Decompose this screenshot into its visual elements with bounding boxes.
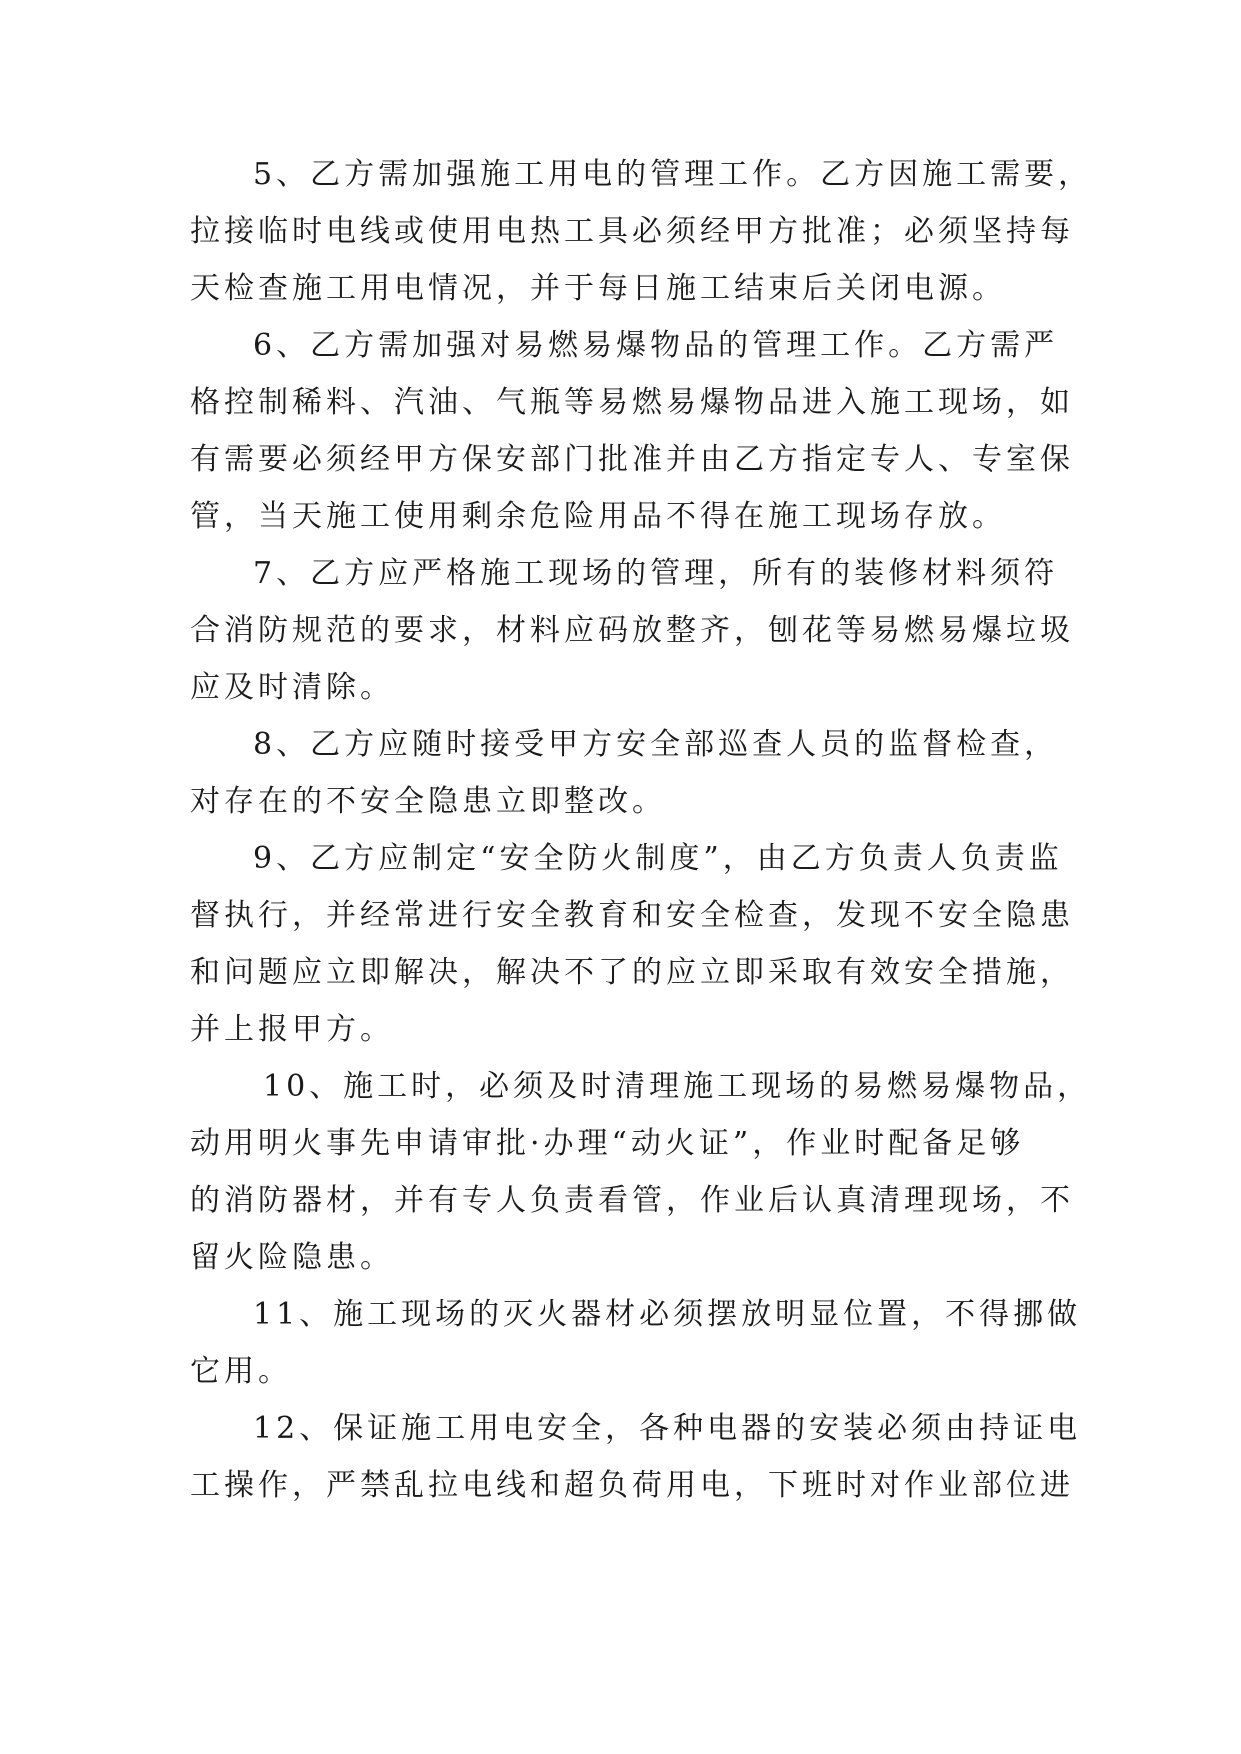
paragraph-7-line-1: 7、乙方应严格施工现场的管理，所有的装修材料须符 xyxy=(253,556,1059,591)
paragraph-12-line-1: 12、保证施工用电安全，各种电器的安装必须由持证电 xyxy=(253,1411,1082,1446)
paragraph-6-line-4: 管，当天施工使用剩余危险用品不得在施工现场存放。 xyxy=(190,499,1006,534)
paragraph-10-line-4: 留火险隐患。 xyxy=(190,1240,394,1275)
paragraph-6-line-2: 格控制稀料、汽油、气瓶等易燃易爆物品进入施工现场，如 xyxy=(190,385,1074,420)
paragraph-5-line-2: 拉接临时电线或使用电热工具必须经甲方批准；必须坚持每 xyxy=(190,214,1074,249)
paragraph-6-line-3: 有需要必须经甲方保安部门批准并由乙方指定专人、专室保 xyxy=(190,442,1074,477)
paragraph-5-line-1: 5、乙方需加强施工用电的管理工作。乙方因施工需要， xyxy=(253,157,1093,192)
paragraph-7-line-2: 合消防规范的要求，材料应码放整齐，刨花等易燃易爆垃圾 xyxy=(190,613,1074,648)
paragraph-8-line-2: 对存在的不安全隐患立即整改。 xyxy=(190,784,666,819)
paragraph-8-line-1: 8、乙方应随时接受甲方安全部巡查人员的监督检查， xyxy=(253,727,1059,762)
paragraph-9-line-3: 和问题应立即解决，解决不了的应立即采取有效安全措施， xyxy=(190,955,1074,990)
paragraph-9-line-2: 督执行，并经常进行安全教育和安全检查，发现不安全隐患 xyxy=(190,898,1074,933)
paragraph-5-line-3: 天检查施工用电情况，并于每日施工结束后关闭电源。 xyxy=(190,271,1006,306)
paragraph-7-line-3: 应及时清除。 xyxy=(190,670,394,705)
paragraph-10-line-1: 10、施工时，必须及时清理施工现场的易燃易爆物品， xyxy=(263,1069,1092,1104)
paragraph-9-line-1: 9、乙方应制定“安全防火制度”，由乙方负责人负责监 xyxy=(253,841,1063,876)
paragraph-11-line-1: 11、施工现场的灭火器材必须摆放明显位置，不得挪做 xyxy=(253,1297,1082,1332)
paragraph-10-line-2: 动用明火事先申请审批·办理“动火证”，作业时配备足够 xyxy=(190,1126,1025,1161)
paragraph-9-line-4: 并上报甲方。 xyxy=(190,1012,394,1047)
paragraph-12-line-2: 工操作，严禁乱拉电线和超负荷用电，下班时对作业部位进 xyxy=(190,1468,1074,1503)
paragraph-11-line-2: 它用。 xyxy=(190,1354,292,1389)
paragraph-10-line-3: 的消防器材，并有专人负责看管，作业后认真清理现场，不 xyxy=(190,1183,1074,1218)
paragraph-6-line-1: 6、乙方需加强对易燃易爆物品的管理工作。乙方需严 xyxy=(253,328,1059,363)
